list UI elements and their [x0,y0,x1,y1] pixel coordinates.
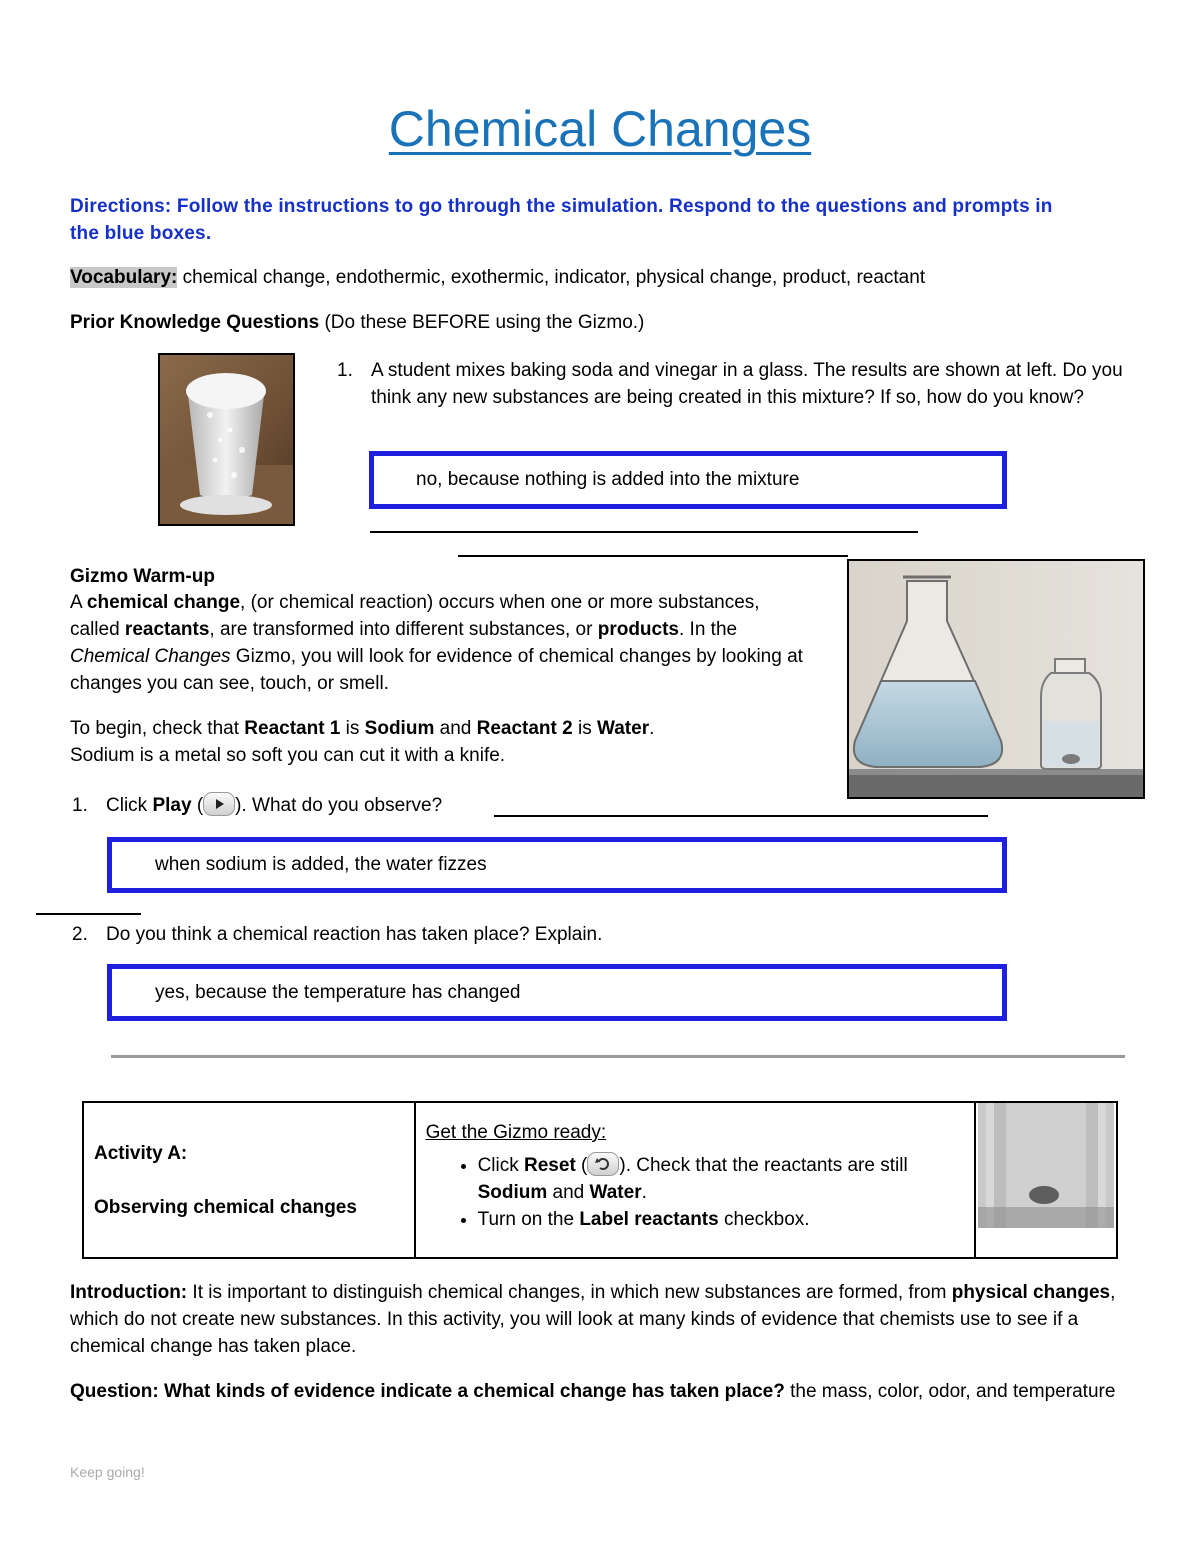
activity-subtitle: Observing chemical changes [94,1196,357,1218]
question-paragraph [70,1378,1130,1405]
page-title: Chemical Changes [388,101,812,157]
warmup-q1-number: 1. [72,795,88,816]
warmup-q2-answer: yes, because the temperature has changed [155,981,521,1003]
prior-q1-answer: no, because nothing is added into the mixture [416,469,800,490]
prior-q1-text: A student mixes baking soda and vinegar in a glass. The results are shown at left. Do you think any new substances are being created in this mixture? If so, how do you know? [371,360,1123,408]
activity-label-cell [83,1102,415,1258]
activity-table [82,1101,1118,1259]
introduction-paragraph: Introduction: It is important to distinguish chemical changes, in which new substances are formed, from physical changes, which do not create new substances. In this activity, you will look at many kinds of evidence that chemists use to see if a chemical change has taken place. [70,1282,1116,1357]
prior-knowledge-heading: Prior Knowledge Questions [70,312,320,333]
list-item: • Turn on the Label reactants checkbox. [478,1206,974,1233]
warmup-q2-number: 2. [72,924,88,945]
footer-text: Keep going! [70,1464,145,1480]
list-item: • Click Reset ( ). Check that the reactants are still Sodium and Water. [478,1152,974,1206]
section-divider [111,1055,1125,1058]
warmup-q1-answer-box[interactable] [107,837,1007,893]
baking-soda-glass-photo [158,353,295,526]
gizmo-flask-image [847,559,1145,799]
answer-underline [36,913,141,915]
question-answer: the mass, color, odor, and temperature [784,1381,1116,1402]
answer-underline [370,531,918,533]
prior-knowledge-note: (Do these BEFORE using the Gizmo.) [324,312,645,333]
activity-label: Activity A: [94,1142,188,1164]
directions-text: Directions: Follow the instructions to go through the simulation. Respond to the questions and prompts in the blue boxes. [70,196,1053,244]
warmup-q2-answer-box[interactable] [107,964,1007,1021]
answer-underline [458,555,848,557]
vocabulary-line [70,264,1130,291]
warmup-paragraph-1: A chemical change, (or chemical reaction) occurs when one or more substances, called reactants, are transformed into different substances, or products. In the Chemical Changes Gizmo, you will look for evidence of chemical changes by looking at changes you can see, touch, or smell. [70,592,803,694]
question-label: Question: What kinds of evidence indicate a chemical change has taken place? [70,1381,785,1402]
warmup-heading: Gizmo Warm-up [70,566,215,587]
warmup-paragraph-2: To begin, check that Reactant 1 is Sodium and Reactant 2 is Water. Sodium is a metal so soft you can cut it with a knife. [70,718,655,766]
vocabulary-terms: chemical change, endothermic, exothermic, indicator, physical change, product, reactant [182,267,926,288]
vocabulary-label: Vocabulary: [70,267,178,288]
reset-icon [587,1152,619,1176]
activity-image-cell [975,1102,1117,1258]
gizmo-ready-heading: Get the Gizmo ready: [425,1122,607,1143]
answer-underline [494,815,988,817]
prior-knowledge-heading-line [70,309,1130,336]
warmup-q1-answer: when sodium is added, the water fizzes [155,854,487,875]
warmup-q1-text: Click Play ( ). What do you observe? [106,792,506,819]
activity-instructions-cell [415,1102,975,1258]
jar-thumbnail-image [976,1103,1116,1257]
prior-q1-number: 1. [337,360,353,381]
warmup-q2-text: Do you think a chemical reaction has taken place? Explain. [106,924,603,945]
play-icon [203,792,235,816]
activity-steps [426,1152,974,1233]
prior-q1-answer-box[interactable] [369,451,1007,509]
